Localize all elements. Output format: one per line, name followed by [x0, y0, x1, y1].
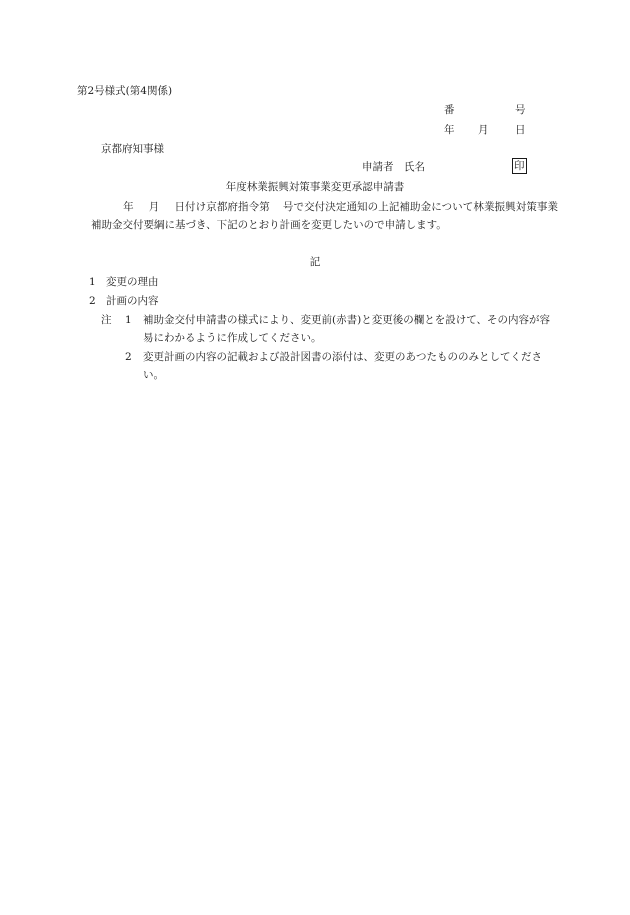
note-text: 変更計画の内容の記載および設計図書の添付は、変更のあつたもののみとしてください。	[143, 351, 542, 381]
item-plan-content: 計画の内容	[106, 295, 159, 307]
item-number: 1	[89, 276, 96, 288]
note-number: 2	[125, 351, 132, 363]
item-change-reason: 変更の理由	[106, 276, 159, 288]
item-number: 2	[89, 295, 96, 307]
date-year-label: 年	[444, 124, 455, 136]
note-number: 1	[125, 314, 132, 326]
reference-ban-label: 番	[444, 104, 455, 116]
seal-box: 印	[514, 160, 525, 172]
date-day-label: 日	[515, 124, 526, 136]
form-number: 第2号様式(第4関係)	[77, 85, 173, 97]
body-paragraph	[91, 198, 558, 234]
ki-heading: 記	[309, 256, 321, 268]
date-month-label: 月	[478, 124, 489, 136]
body-year: 年	[123, 201, 134, 213]
addressee: 京都府知事様	[101, 143, 164, 155]
body-month: 月	[148, 201, 160, 213]
note-label: 注	[101, 314, 112, 326]
note-text: 補助金交付申請書の様式により、変更前(赤書)と変更後の欄とを設けて、その内容が容易にわかるように作成してください。	[143, 314, 550, 344]
body-main-text: 号で交付決定通知の上記補助金について林業振興対策事業補助金交付要綱に基づき、下記のとおり計画を変更したいので申請します。	[91, 201, 559, 231]
applicant-name-label: 申請者 氏名	[362, 161, 425, 173]
reference-go-label: 号	[515, 104, 526, 116]
body-order-prefix: 日付け京都府指令第	[174, 201, 270, 213]
document-title: 年度林業振興対策事業変更承認申請書	[225, 181, 405, 193]
